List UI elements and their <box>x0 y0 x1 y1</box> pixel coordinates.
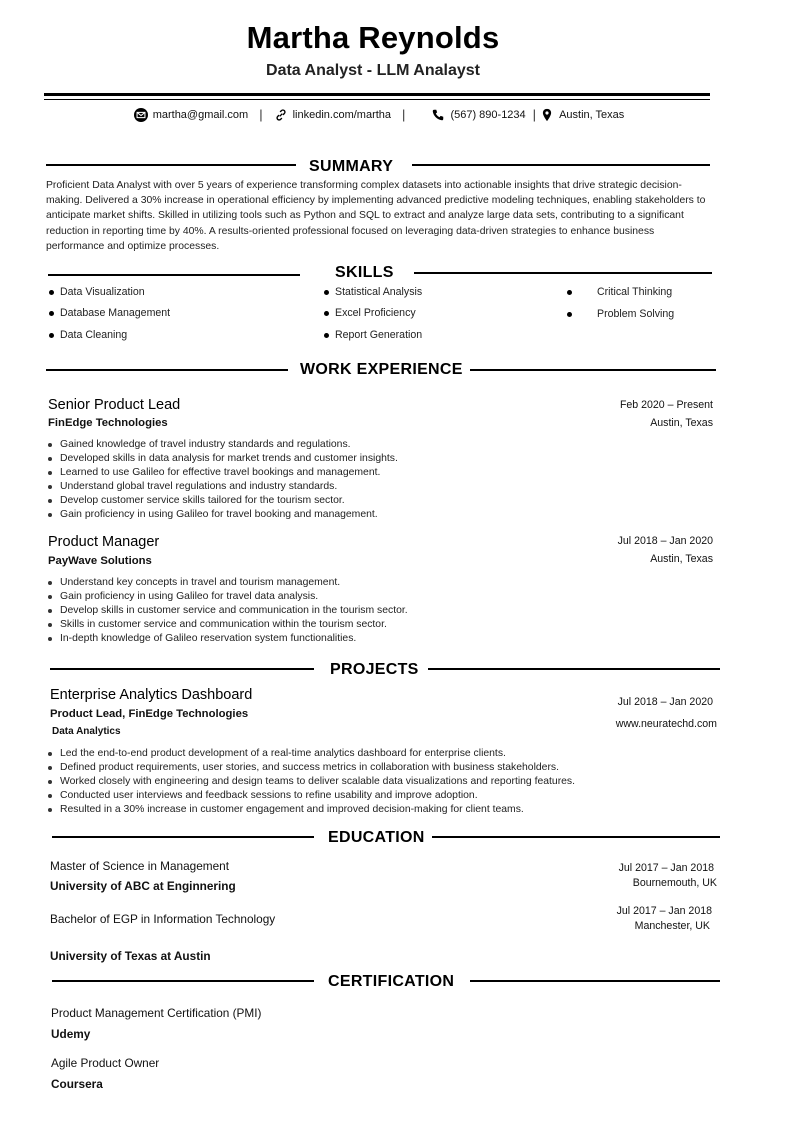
contact-linkedin[interactable] <box>274 108 391 122</box>
projects-heading: PROJECTS <box>330 661 419 678</box>
email-text: martha@gmail.com <box>152 108 249 121</box>
company-name: FinEdge Technologies <box>48 417 168 429</box>
list-item: Worked closely with engineering and design teams to deliver scalable data visualizations and reporting features. <box>46 775 736 789</box>
project-title: Enterprise Analytics Dashboard <box>50 687 253 703</box>
list-item: In-depth knowledge of Galileo reservation system functionalities. <box>46 632 706 646</box>
contact-separator: | <box>532 107 537 122</box>
list-item: Resulted in a 30% increase in customer engagement and improved decision-making for client teams. <box>46 803 736 817</box>
job-dates: Feb 2020 – Present <box>619 399 713 411</box>
skill-item: Report Generation <box>324 329 422 341</box>
job-location: Austin, Texas <box>650 417 713 429</box>
skill-item: Database Management <box>49 307 170 319</box>
list-item: Gain proficiency in using Galileo for travel data analysis. <box>46 590 706 604</box>
bullet-dot <box>324 290 329 295</box>
candidate-name: Martha Reynolds <box>246 20 500 55</box>
email-icon <box>134 108 148 122</box>
header-divider-thin <box>44 99 710 100</box>
summary-text: Proficient Data Analyst with over 5 years of experience transforming complex datasets into actionable insights that drive strategic decision-making. Delivered a 30% increase in operational efficiency by implementing advanced predictive modeling techniques, enabling stakeholders to anticipate market shifts. Skilled in utilizing tools such as Python and SQL to extract and analyze large data sets, contributing to a significant reduction in reporting time by 40%. A results-oriented professional focused on leveraging data-driven strategies to enhance business performance and optimize processes. <box>46 180 706 252</box>
skill-item: Problem Solving <box>567 308 674 320</box>
bullet-dot <box>49 311 54 316</box>
section-rule-left <box>50 668 314 670</box>
section-rule-left <box>46 164 296 166</box>
edu-dates: Jul 2017 – Jan 2018 <box>616 905 712 917</box>
location-pin-icon <box>540 108 554 122</box>
skill-item: Statistical Analysis <box>324 286 422 298</box>
phone-icon <box>431 108 445 122</box>
header-divider-thick <box>44 93 710 96</box>
summary-heading: SUMMARY <box>309 158 394 175</box>
section-rule-left <box>46 369 288 371</box>
job-title: Product Manager <box>48 534 160 550</box>
project-dates: Jul 2018 – Jan 2020 <box>617 696 713 708</box>
list-item: Defined product requirements, user stories, and success metrics in collaboration with business stakeholders. <box>46 761 736 775</box>
list-item: Developed skills in data analysis for market trends and customer insights. <box>46 452 706 466</box>
education-heading: EDUCATION <box>328 829 425 846</box>
edu-location: Bournemouth, UK <box>632 877 717 889</box>
certification-name: Product Management Certification (PMI) <box>51 1006 262 1020</box>
link-icon <box>274 108 288 122</box>
location-text: Austin, Texas <box>559 108 625 121</box>
section-rule-right <box>412 164 710 166</box>
section-rule-right <box>470 980 720 982</box>
degree-name: Bachelor of EGP in Information Technology <box>50 912 276 926</box>
job-title: Senior Product Lead <box>48 397 181 413</box>
contact-separator: | <box>402 107 406 122</box>
bullet-dot <box>49 290 54 295</box>
section-rule-right <box>428 668 720 670</box>
section-rule-right <box>470 369 716 371</box>
linkedin-text: linkedin.com/martha <box>292 108 392 121</box>
bullet-dot <box>324 333 329 338</box>
list-item: Conducted user interviews and feedback sessions to refine usability and improve adoption. <box>46 789 736 803</box>
skill-item: Data Visualization <box>49 286 145 298</box>
list-item: Gain proficiency in using Galileo for travel booking and management. <box>46 508 706 522</box>
skills-heading: SKILLS <box>335 264 394 281</box>
list-item: Gained knowledge of travel industry standards and regulations. <box>46 438 706 452</box>
certification-name: Agile Product Owner <box>51 1056 160 1070</box>
bullet-dot <box>567 312 572 317</box>
contact-bar <box>0 107 758 122</box>
bullet-dot <box>324 311 329 316</box>
job-dates: Jul 2018 – Jan 2020 <box>617 535 713 547</box>
skill-item: Critical Thinking <box>567 286 672 298</box>
degree-name: Master of Science in Management <box>50 859 230 873</box>
edu-dates: Jul 2017 – Jan 2018 <box>618 862 714 874</box>
section-rule-left <box>52 980 314 982</box>
edu-location: Manchester, UK <box>634 920 710 932</box>
job-bullets <box>46 438 706 523</box>
school-name: University of Texas at Austin <box>50 949 211 963</box>
section-rule-right <box>414 272 712 274</box>
certification-issuer: Udemy <box>51 1027 91 1041</box>
project-url[interactable]: www.neuratechd.com <box>615 718 717 730</box>
list-item: Skills in customer service and communication within the tourism sector. <box>46 618 706 632</box>
certification-heading: CERTIFICATION <box>328 973 455 990</box>
skill-item: Data Cleaning <box>49 329 127 341</box>
job-location: Austin, Texas <box>650 553 713 565</box>
contact-location <box>540 108 624 122</box>
job-title-subtitle: Data Analyst - LLM Analayst <box>266 62 480 79</box>
project-bullets <box>46 747 736 817</box>
section-rule-left <box>48 274 300 276</box>
contact-separator: | <box>259 107 263 122</box>
project-role: Product Lead, FinEdge Technologies <box>50 708 249 720</box>
contact-phone[interactable] <box>431 108 525 122</box>
contact-email[interactable] <box>134 108 249 122</box>
certification-issuer: Coursera <box>51 1077 103 1091</box>
school-name: University of ABC at Enginnering <box>50 879 236 893</box>
bullet-dot <box>567 290 572 295</box>
list-item: Understand global travel regulations and industry standards. <box>46 480 706 494</box>
experience-heading: WORK EXPERIENCE <box>300 361 463 378</box>
section-rule-left <box>52 836 314 838</box>
project-tag: Data Analytics <box>52 726 121 737</box>
company-name: PayWave Solutions <box>48 555 152 567</box>
list-item: Develop skills in customer service and communication in the tourism sector. <box>46 604 706 618</box>
section-rule-right <box>432 836 720 838</box>
list-item: Develop customer service skills tailored for the tourism sector. <box>46 494 706 508</box>
phone-text: (567) 890-1234 <box>450 108 526 121</box>
skill-item: Excel Proficiency <box>324 307 416 319</box>
list-item: Understand key concepts in travel and tourism management. <box>46 576 706 590</box>
list-item: Learned to use Galileo for effective travel bookings and management. <box>46 466 706 480</box>
bullet-dot <box>49 333 54 338</box>
job-bullets <box>46 576 706 646</box>
list-item: Led the end-to-end product development of a real-time analytics dashboard for enterprise clients. <box>46 747 736 761</box>
